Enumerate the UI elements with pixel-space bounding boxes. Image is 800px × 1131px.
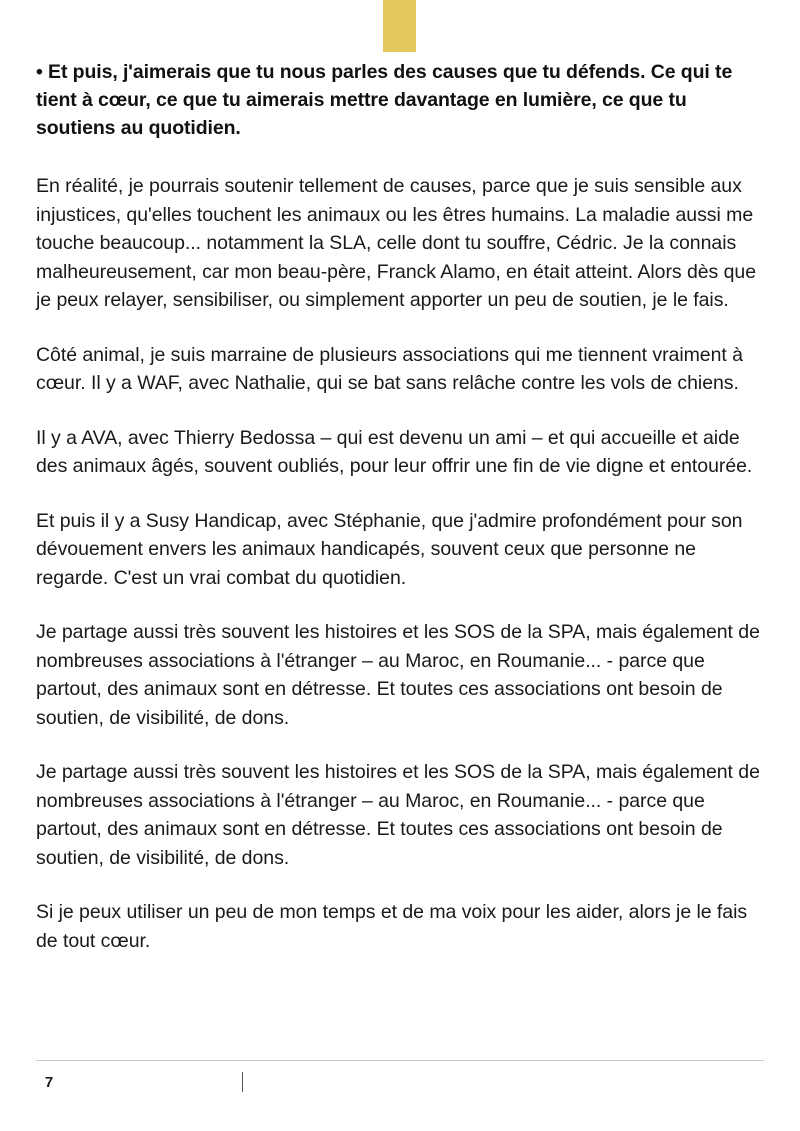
paragraph-1: En réalité, je pourrais soutenir tellement de causes, parce que je suis sensible aux injustices, qu'elles touchent les animaux ou les êtres humains. La maladie aussi me touche beaucoup... notamment la SLA, celle dont tu souffre, Cédric. Je la connais malheureusement, car mon beau-père, Franck Alamo, en était atteint. Alors dès que je peux relayer, sensibiliser, ou simplement apporter un peu de soutien, je le fais. — [36, 175, 757, 311]
paragraph-3: Il y a AVA, avec Thierry Bedossa – qui est devenu un ami – et qui accueille et aide des animaux âgés, souvent oubliés, pour leur offrir une fin de vie digne et entourée. — [36, 426, 753, 477]
paragraph-5: Je partage aussi très souvent les histoires et les SOS de la SPA, mais également de nombreuses associations à l'étranger – au Maroc, en Roumanie... - parce que partout, des animaux sont en détresse. Et toutes ces associations ont besoin de soutien, de visibilité, de dons. — [36, 621, 760, 729]
paragraph-7: Si je peux utiliser un peu de mon temps et de ma voix pour les aider, alors je le fais de tout cœur. — [36, 901, 748, 952]
page-footer — [36, 1068, 764, 1096]
paragraph-6: Je partage aussi très souvent les histoires et les SOS de la SPA, mais également de nombreuses associations à l'étranger – au Maroc, en Roumanie... - parce que partout, des animaux sont en détresse. Et toutes ces associations ont besoin de soutien, de visibilité, de dons. — [36, 761, 760, 869]
paragraph-2: Côté animal, je suis marraine de plusieurs associations qui me tiennent vraiment à cœur. Il y a WAF, avec Nathalie, qui se bat sans relâche contre les vols de chiens. — [36, 343, 743, 394]
accent-marker — [383, 0, 416, 52]
paragraph-4: Et puis il y a Susy Handicap, avec Stéphanie, que j'admire profondément pour son dévouement envers les animaux handicapés, souvent ceux que personne ne regarde. C'est un vrai combat du quotidien. — [36, 509, 743, 589]
footer-separator — [242, 1072, 243, 1092]
footer-divider — [36, 1060, 764, 1061]
article-body — [36, 58, 764, 955]
page-number: 7 — [44, 1073, 54, 1091]
lead-question: • Et puis, j'aimerais que tu nous parles des causes que tu défends. Ce qui te tient à cœur, ce que tu aimerais mettre davantage en lumière, ce que tu soutiens au quotidien. — [36, 61, 733, 139]
